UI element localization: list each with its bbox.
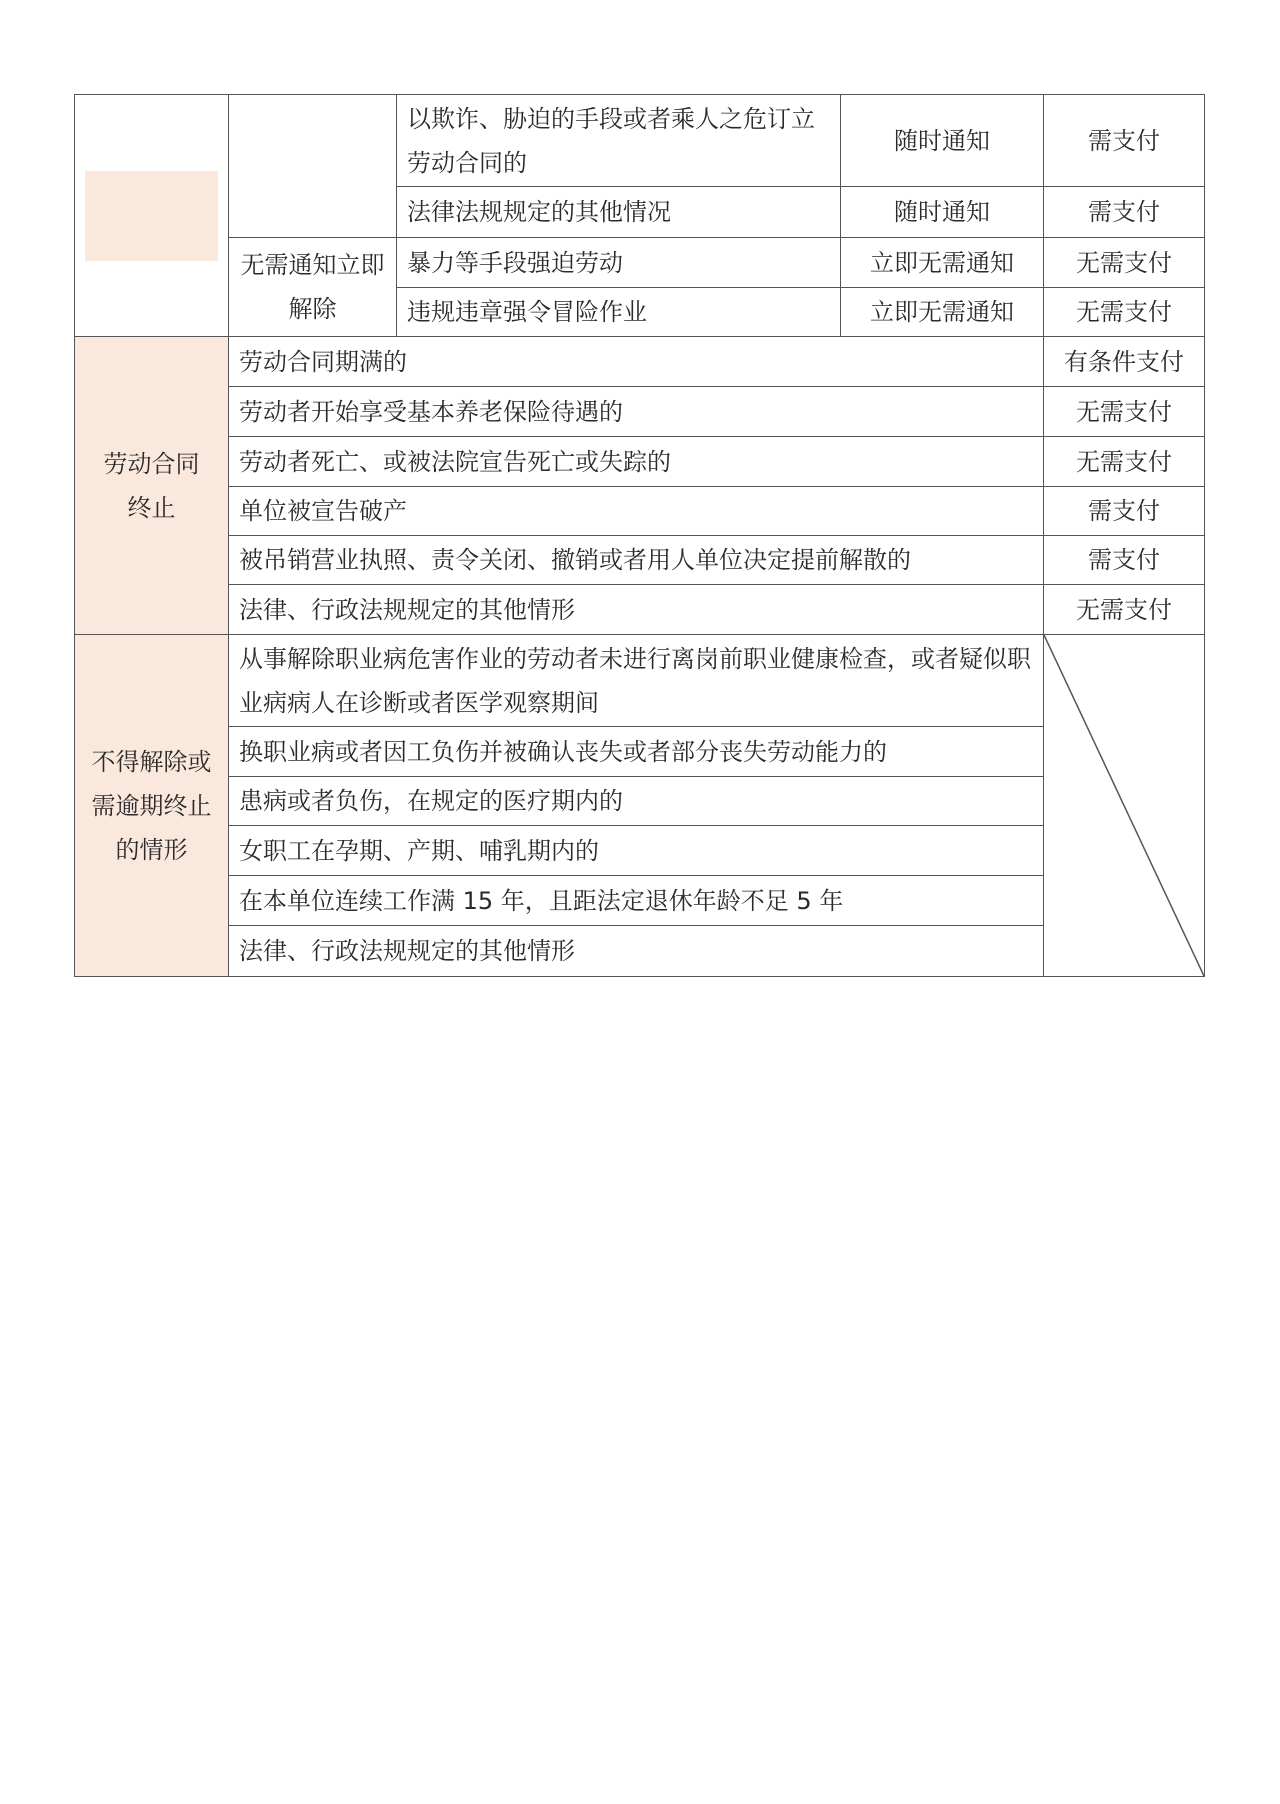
- diagonal-line-icon: [1044, 635, 1204, 976]
- table-row: [75, 585, 1205, 635]
- table-row: [75, 536, 1205, 585]
- table-row: [75, 387, 1205, 437]
- table-row: [75, 926, 1205, 977]
- termination-reason: 法律法规规定的其他情况: [397, 187, 841, 238]
- prohibited-condition: 在本单位连续工作满 15 年，且距法定退休年龄不足 5 年: [229, 876, 1044, 926]
- notice-requirement: 立即无需通知: [841, 288, 1044, 337]
- compensation-status: 需支付: [1044, 95, 1205, 187]
- compensation-status: 无需支付: [1044, 288, 1205, 337]
- termination-reason: 劳动合同期满的: [229, 337, 1044, 387]
- category-prohibited-termination: [75, 635, 229, 977]
- compensation-status: 需支付: [1044, 536, 1205, 585]
- termination-reason: 劳动者死亡、或被法院宣告死亡或失踪的: [229, 437, 1044, 487]
- category-contract-termination: [75, 337, 229, 635]
- termination-reason: 以欺诈、胁迫的手段或者乘人之危订立劳动合同的: [397, 95, 841, 187]
- category-cell-continued: [75, 95, 229, 337]
- termination-reason: 违规违章强令冒险作业: [397, 288, 841, 337]
- compensation-status: 无需支付: [1044, 437, 1205, 487]
- termination-reason: 劳动者开始享受基本养老保险待遇的: [229, 387, 1044, 437]
- table-row: [75, 337, 1205, 387]
- prohibited-condition: 法律、行政法规规定的其他情形: [229, 926, 1044, 977]
- table-row: [75, 777, 1205, 826]
- notice-requirement: 随时通知: [841, 187, 1044, 238]
- prohibited-condition: 从事解除职业病危害作业的劳动者未进行离岗前职业健康检查，或者疑似职业病病人在诊断或者医学观察期间: [229, 635, 1044, 727]
- compensation-status: 无需支付: [1044, 238, 1205, 288]
- table-row: [75, 437, 1205, 487]
- table-row: [75, 635, 1205, 727]
- compensation-status: 有条件支付: [1044, 337, 1205, 387]
- compensation-status: 无需支付: [1044, 387, 1205, 437]
- prohibited-condition: 患病或者负伤，在规定的医疗期内的: [229, 777, 1044, 826]
- table-row: [75, 487, 1205, 536]
- notice-requirement: 立即无需通知: [841, 238, 1044, 288]
- compensation-table: [74, 94, 1205, 977]
- table-row: [75, 727, 1205, 777]
- termination-reason: 单位被宣告破产: [229, 487, 1044, 536]
- compensation-status: 需支付: [1044, 487, 1205, 536]
- table-row: [75, 876, 1205, 926]
- category-label: 不得解除或需逾期终止的情形: [91, 747, 212, 864]
- subcategory-cell-empty: [229, 95, 397, 238]
- category-label: 劳动合同终止: [103, 449, 200, 522]
- compensation-status: 无需支付: [1044, 585, 1205, 635]
- prohibited-condition: 换职业病或者因工负伤并被确认丧失或者部分丧失劳动能力的: [229, 727, 1044, 777]
- table-row: [75, 95, 1205, 187]
- termination-reason: 暴力等手段强迫劳动: [397, 238, 841, 288]
- compensation-status: 需支付: [1044, 187, 1205, 238]
- table-row: [75, 238, 1205, 288]
- termination-reason: 被吊销营业执照、责令关闭、撤销或者用人单位决定提前解散的: [229, 536, 1044, 585]
- notice-requirement: 随时通知: [841, 95, 1044, 187]
- table-row: [75, 826, 1205, 876]
- no-notice-label: 无需通知立即解除: [229, 238, 397, 337]
- termination-reason: 法律、行政法规规定的其他情形: [229, 585, 1044, 635]
- prohibited-condition: 女职工在孕期、产期、哺乳期内的: [229, 826, 1044, 876]
- diagonal-empty-cell: [1044, 635, 1205, 977]
